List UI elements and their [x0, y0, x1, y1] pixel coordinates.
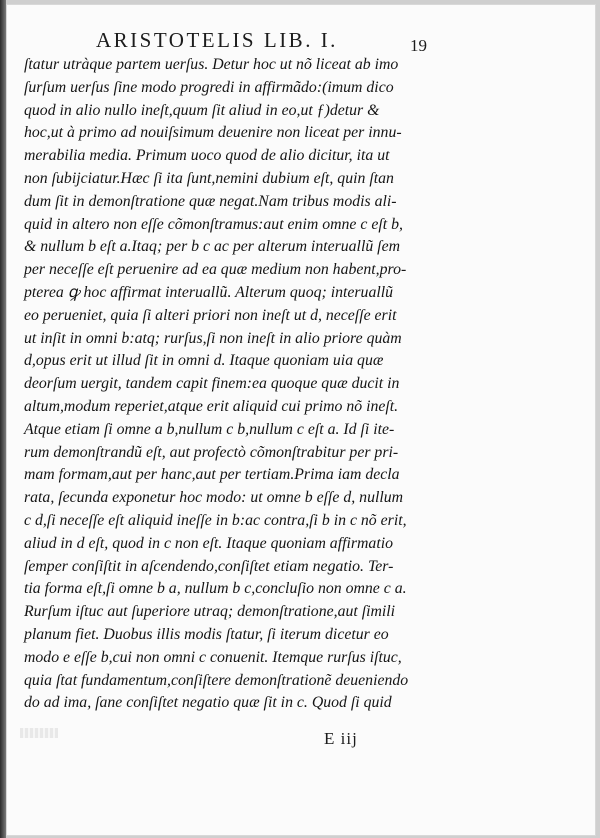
book-page	[6, 4, 596, 836]
text-line: d,opus erit ut illud ſit in omni d. Itaque quoniam uia quæ	[24, 352, 384, 370]
text-line: non ſubijciatur.Hæc ſi ita ſunt,nemini dubium eſt, quin ſtan	[24, 169, 394, 187]
text-line: Atque etiam ſi omne a b,nullum c b,nullum c eſt a. Id ſi ite-	[24, 420, 395, 438]
text-line: ſtatur utràque partem uerſus. Detur hoc ut nõ liceat ab imo	[24, 56, 399, 73]
text-line: rata, ſecunda exponetur hoc modo: ut omne b eſſe d, nullum	[24, 489, 404, 507]
text-line: ut inſit in omni b:atq; rurſus,ſi non ineſt in alio priore quàm	[24, 329, 402, 347]
text-line: dum ſit in demonſtratione quæ negat.Nam tribus modis ali-	[24, 192, 397, 210]
text-line: per neceſſe eſt peruenire ad ea quæ medium non habent,pro-	[24, 261, 407, 279]
text-line: do ad ima, ſane conſiſtet negatio quæ ſit in c. Quod ſi quid	[24, 694, 392, 712]
text-line: deorſum uergit, tandem capit finem:ea quoque quæ ducit in	[24, 375, 400, 393]
faint-library-stamp	[20, 728, 58, 738]
text-line: pterea ꝙ hoc affirmat interuallũ. Alterum quoq; interuallũ	[24, 283, 394, 301]
text-line: modo e eſſe b,cui non omni c conuenit. Itemque rurſus iſtuc,	[24, 648, 402, 666]
text-line: tia forma eſt,ſi omne b a, nullum b c,concluſio non omne c a.	[24, 580, 407, 598]
text-line: Rurſum iſtuc aut ſuperiore utraq; demonſtratione,aut ſimili	[24, 603, 396, 621]
text-line: quod in alio nullo ineſt,quum ſit aliud in eo,ut ƒ)detur &	[24, 101, 380, 119]
text-line: planum fiet. Duobus illis modis ſtatur, ſi iterum dicetur eo	[24, 625, 389, 643]
signature-mark: E iij	[324, 729, 358, 748]
text-line: quid in altero non eſſe cõmonſtramus:aut enim omne c eſt b,	[24, 215, 403, 233]
text-line: ſemper conſiſtit in aſcendendo,conſiſtet etiam negatio. Ter-	[24, 557, 394, 575]
running-header: ARISTOTELIS LIB. I.	[96, 28, 338, 52]
text-line: altum,modum reperiet,atque erit aliquid cui primo nõ ineſt.	[24, 397, 399, 415]
text-line: ſurſum uerſus ſine modo progredi in affirmãdo:(imum dico	[24, 78, 394, 96]
page-number: 19	[410, 36, 427, 55]
text-line: eo perueniet, quia ſi alteri priori non ineſt ut d, neceſſe erit	[24, 306, 397, 324]
text-line: & nullum b eſt a.Itaq; per b c ac per alterum interuallũ ſem	[24, 238, 400, 256]
text-line: hoc,ut à primo ad nouiſsimum deuenire non liceat per innu-	[24, 124, 402, 142]
text-line: aliud in d eſt, quod in c non eſt. Itaque quoniam affirmatio	[24, 534, 394, 552]
text-line: mam formam,aut per hanc,aut per tertiam.Prima iam decla	[24, 466, 400, 484]
body-text	[24, 54, 444, 715]
text-line: merabilia media. Primum uoco quod de alio dicitur, ita ut	[24, 147, 390, 165]
text-line: rum demonſtrandũ eſt, aut profectò cõmonſtrabitur per pri-	[24, 443, 399, 461]
text-line: c d,ſi neceſſe eſt aliquid ineſſe in b:ac contra,ſi b in c nõ erit,	[24, 511, 407, 529]
text-line: quia ſtat fundamentum,conſiſtere demonſtrationẽ deueniendo	[24, 671, 409, 689]
